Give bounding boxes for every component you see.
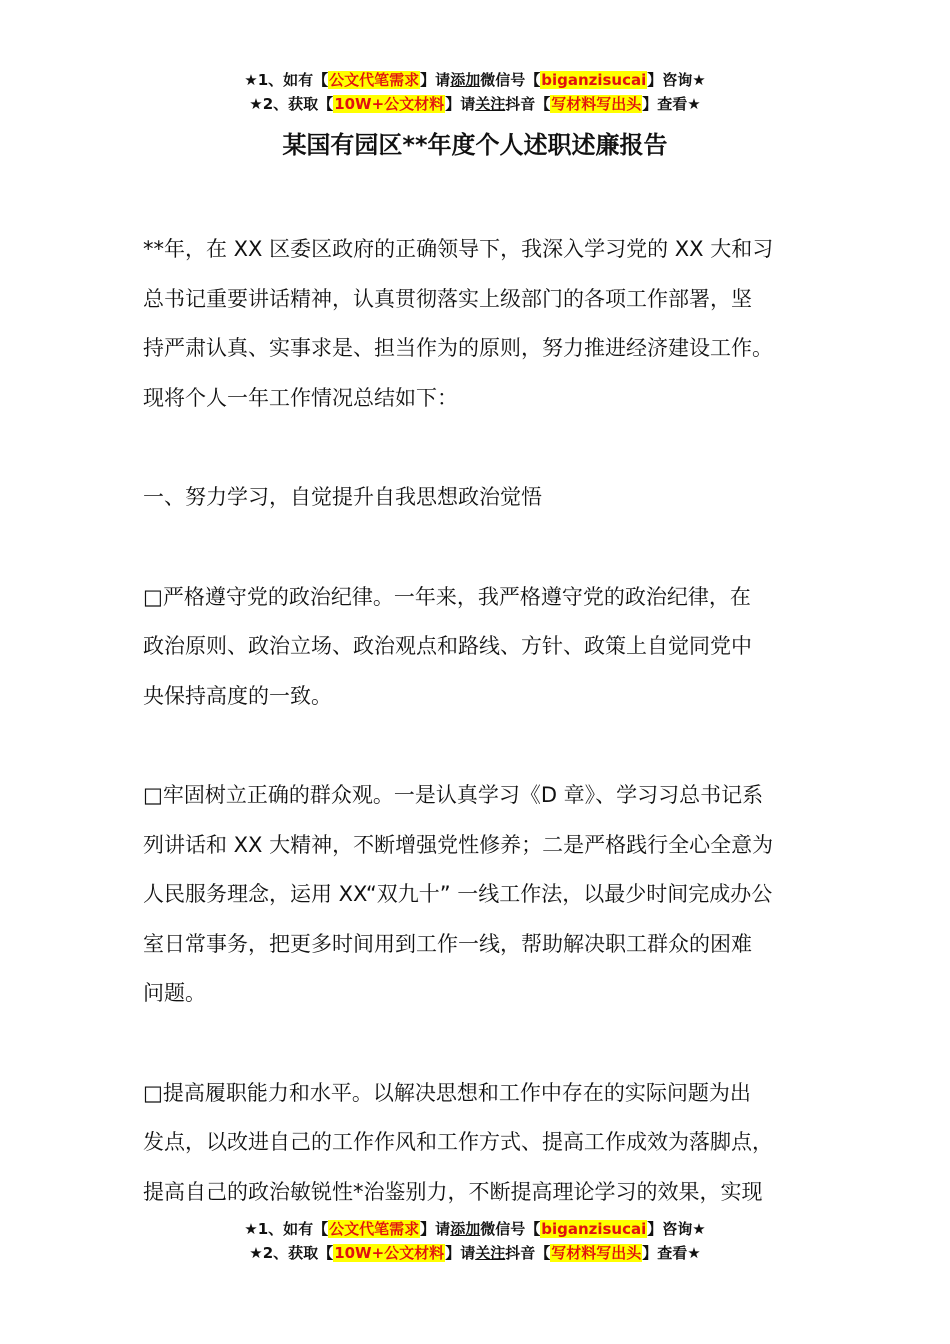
douyin-id: 写材料写出头 <box>551 95 642 113</box>
banner-text: 】查看★ <box>642 95 701 113</box>
banner-text: 】请 <box>445 1244 476 1262</box>
body-line: □提高履职能力和水平。以解决思想和工作中存在的实际问题为出 <box>143 1080 751 1105</box>
underlined-text: 添加 <box>450 1220 481 1238</box>
body-line: 现将个人一年工作情况总结如下： <box>143 385 458 410</box>
paragraph-gap <box>143 423 833 473</box>
banner-text: 】咨询★ <box>647 1220 706 1238</box>
banner-line-1 <box>0 68 950 92</box>
banner-line-1 <box>0 1217 950 1241</box>
paragraph-gap <box>143 1019 833 1069</box>
header-banner <box>0 68 950 116</box>
underlined-text: 添加 <box>450 71 481 89</box>
section-heading: 一、努力学习，自觉提升自我思想政治觉悟 <box>143 485 542 509</box>
body-line: 室日常事务，把更多时间用到工作一线，帮助解决职工群众的困难 <box>143 931 752 956</box>
highlight-text: 公文代笔需求 <box>329 71 420 89</box>
document-body <box>143 225 833 1217</box>
banner-text: ★2、获取【 <box>249 1244 334 1262</box>
highlight-text: 公文代笔需求 <box>329 1220 420 1238</box>
banner-text: 微信号【 <box>480 71 541 89</box>
footer-banner <box>0 1217 950 1265</box>
banner-line-2 <box>0 92 950 116</box>
banner-text: 抖音【 <box>505 1244 551 1262</box>
body-line: 问题。 <box>143 981 206 1005</box>
document-title: 某国有园区**年度个人述职述廉报告 <box>282 131 668 159</box>
body-line: 提高自己的政治敏锐性*治鉴别力，不断提高理论学习的效果，实现 <box>143 1179 763 1204</box>
douyin-id: 写材料写出头 <box>551 1244 642 1262</box>
body-line: 发点，以改进自己的工作作风和工作方式、提高工作成效为落脚点， <box>143 1130 773 1154</box>
underlined-text: 关注 <box>475 95 506 113</box>
banner-text: 】请 <box>420 1220 451 1238</box>
body-line: 央保持高度的一致。 <box>143 683 332 708</box>
banner-line-2 <box>0 1241 950 1265</box>
body-line: 人民服务理念，运用 XX“双九十” 一线工作法，以最少时间完成办公 <box>143 882 773 906</box>
banner-text: 】咨询★ <box>647 71 706 89</box>
highlight-text: 10W+公文材料 <box>334 95 445 113</box>
underlined-text: 关注 <box>475 1244 506 1262</box>
wechat-id: biganzisucai <box>541 71 647 89</box>
body-line: 持严肃认真、实事求是、担当作为的原则，努力推进经济建设工作。 <box>143 336 773 360</box>
body-line: □严格遵守党的政治纪律。一年来，我严格遵守党的政治纪律，在 <box>143 584 751 609</box>
banner-text: ★1、如有【 <box>244 71 329 89</box>
body-line: 总书记重要讲话精神，认真贯彻落实上级部门的各项工作部署，坚 <box>143 286 752 311</box>
paragraph-gap <box>143 721 833 771</box>
banner-text: 微信号【 <box>480 1220 541 1238</box>
highlight-text: 10W+公文材料 <box>334 1244 445 1262</box>
banner-text: ★2、获取【 <box>249 95 334 113</box>
banner-text: 抖音【 <box>505 95 551 113</box>
body-line: 列讲话和 XX 大精神，不断增强党性修养；二是严格践行全心全意为 <box>143 832 774 857</box>
banner-text: 】请 <box>445 95 476 113</box>
banner-text: 】请 <box>420 71 451 89</box>
banner-text: ★1、如有【 <box>244 1220 329 1238</box>
paragraph-gap <box>143 523 833 573</box>
wechat-id: biganzisucai <box>541 1220 647 1238</box>
banner-text: 】查看★ <box>642 1244 701 1262</box>
body-line: 政治原则、政治立场、政治观点和路线、方针、政策上自觉同党中 <box>143 634 752 658</box>
body-line: □牢固树立正确的群众观。一是认真学习《D 章》、学习习总书记系 <box>143 783 764 807</box>
body-line: **年，在 XX 区委区政府的正确领导下，我深入学习党的 XX 大和习 <box>143 237 774 261</box>
